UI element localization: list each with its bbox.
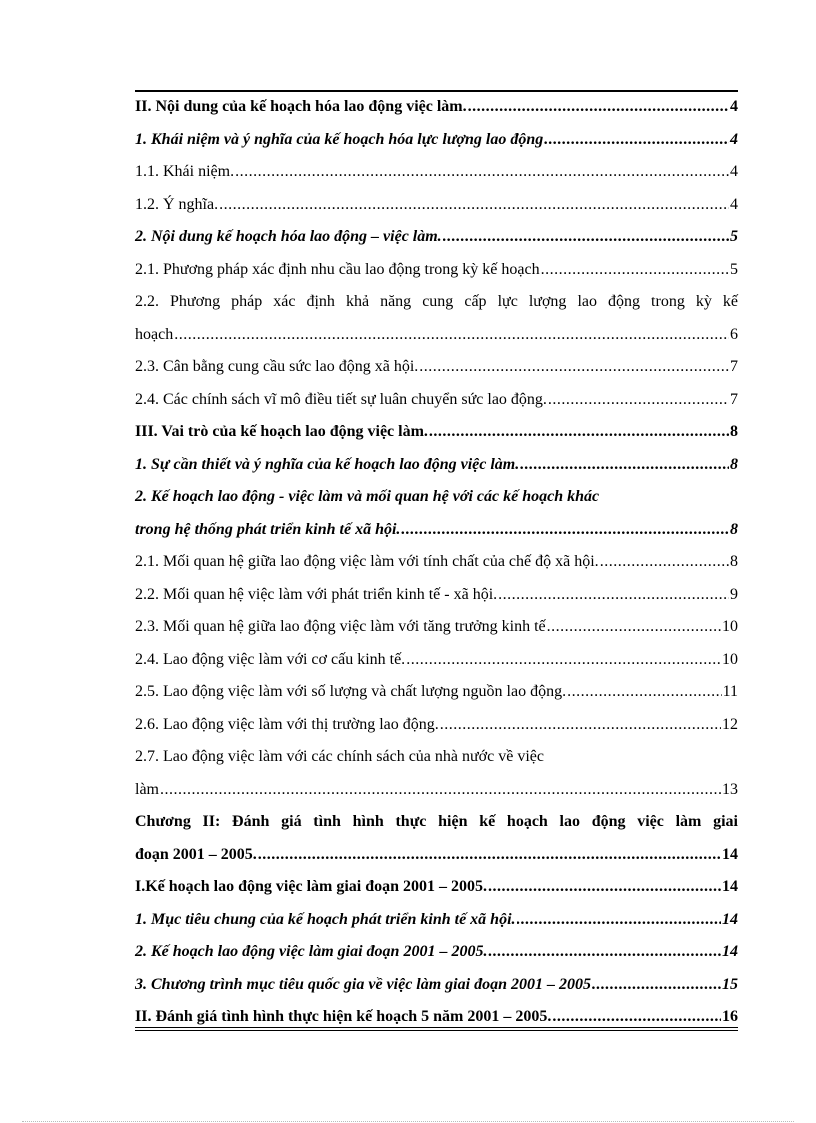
toc-leader	[544, 124, 729, 157]
toc-page-number: 11	[722, 683, 738, 700]
toc-entry[interactable]	[135, 579, 738, 612]
toc-entry-text: 2.6. Lao động việc làm với thị trường lao động.	[135, 715, 439, 733]
toc-entry-text: Chương II: Đánh giá tình hình thực hiện kế hoạch lao động việc làm giai	[135, 813, 738, 830]
toc-leader	[592, 969, 721, 1002]
toc-entry[interactable]	[135, 969, 738, 1002]
toc-entry-text: 2.3. Mối quan hệ giữa lao động việc làm với tăng trưởng kinh tế	[135, 618, 546, 635]
toc-leader	[401, 514, 729, 547]
toc-page-number: 10	[722, 618, 738, 635]
toc-leader	[488, 871, 721, 904]
toc-entry[interactable]	[135, 871, 738, 904]
toc-leader	[258, 839, 721, 872]
toc-page-number: 16	[722, 1008, 738, 1025]
toc-entry[interactable]	[135, 676, 738, 709]
page-footer-border	[22, 1121, 794, 1122]
toc-entry-first-line[interactable]	[135, 286, 738, 319]
toc-entry[interactable]	[135, 546, 738, 579]
toc-page-number: 4	[730, 98, 738, 115]
bottom-double-rule	[135, 1027, 738, 1031]
toc-leader	[567, 676, 721, 709]
toc-page-number: 14	[722, 910, 738, 928]
toc-entry-text: 2.1. Mối quan hệ giữa lao động việc làm với tính chất của chế độ xã hội.	[135, 553, 599, 570]
toc-entry-text: 2.2. Phương pháp xác định khả năng cung cấp lực lượng lao động trong kỳ kế	[135, 293, 738, 310]
toc-entry-text: III. Vai trò của kế hoạch lao động việc làm.	[135, 423, 428, 440]
toc-page-number: 4	[730, 195, 738, 213]
toc-leader	[488, 936, 721, 969]
toc-page-number: 14	[722, 943, 738, 960]
toc-leader	[548, 384, 729, 417]
toc-leader	[468, 91, 729, 124]
toc-leader	[498, 579, 729, 612]
toc-entry-text: đoạn 2001 – 2005.	[135, 845, 257, 863]
toc-entry-text: 1.1. Khái niệm.	[135, 163, 235, 180]
toc-page-number: 8	[730, 455, 738, 473]
toc-entry[interactable]	[135, 254, 738, 287]
toc-page-number: 4	[730, 130, 738, 148]
toc-leader	[517, 904, 721, 937]
toc-entry-text: 2.1. Phương pháp xác định nhu cầu lao động trong kỳ kế hoạch	[135, 260, 540, 278]
toc-page-number: 7	[730, 390, 738, 408]
toc-page-number: 15	[722, 975, 738, 993]
toc-page-number: 9	[730, 585, 738, 603]
toc-page-number: 5	[730, 260, 738, 278]
toc-entry-text: trong hệ thống phát triển kinh tế xã hội.	[135, 520, 401, 538]
toc-entry-text: 2.7. Lao động việc làm với các chính sách của nhà nước về việc	[135, 748, 544, 765]
toc-entry[interactable]	[135, 611, 738, 644]
toc-entry-text: II. Đánh giá tình hình thực hiện kế hoạch 5 năm 2001 – 2005.	[135, 1008, 552, 1025]
toc-entry-continuation[interactable]	[135, 514, 738, 547]
toc-entry-continuation[interactable]	[135, 839, 738, 872]
toc-leader	[440, 709, 721, 742]
toc-entry-text: 2.4. Lao động việc làm với cơ cấu kinh tế.	[135, 650, 406, 668]
toc-leader	[235, 156, 729, 189]
toc-entry[interactable]	[135, 384, 738, 417]
toc-entry-continuation[interactable]	[135, 774, 738, 807]
toc-leader	[520, 449, 729, 482]
toc-entry-text: 1. Mục tiêu chung của kế hoạch phát triển kinh tế xã hội.	[135, 910, 516, 928]
toc-page-number: 6	[730, 325, 738, 343]
toc-page-number: 5	[730, 228, 738, 245]
toc-entry-text: 2.4. Các chính sách vĩ mô điều tiết sự luân chuyển sức lao động.	[135, 390, 547, 408]
toc-page-number: 8	[730, 423, 738, 440]
toc-page-number: 7	[730, 358, 738, 375]
toc-entry[interactable]	[135, 91, 738, 124]
toc-entry-text: I.Kế hoạch lao động việc làm giai đoạn 2001 – 2005.	[135, 878, 488, 895]
toc-entry-text: hoạch	[135, 325, 174, 343]
table-of-contents	[135, 91, 738, 1034]
toc-entry-text: 2.5. Lao động việc làm với số lượng và chất lượng nguồn lao động.	[135, 683, 567, 700]
toc-leader	[406, 644, 721, 677]
toc-page-number: 10	[722, 650, 738, 668]
toc-entry-first-line[interactable]	[135, 481, 738, 514]
toc-entry[interactable]	[135, 124, 738, 157]
toc-page-number: 13	[722, 780, 738, 798]
toc-entry[interactable]	[135, 936, 738, 969]
toc-entry[interactable]	[135, 221, 738, 254]
toc-entry-text: 2. Nội dung kế hoạch hóa lao động – việc làm.	[135, 228, 442, 245]
toc-entry[interactable]	[135, 189, 738, 222]
toc-entry[interactable]	[135, 351, 738, 384]
toc-leader	[600, 546, 729, 579]
toc-leader	[419, 351, 729, 384]
toc-entry-text: làm	[135, 780, 159, 798]
toc-leader	[541, 254, 729, 287]
toc-leader	[219, 189, 729, 222]
toc-entry[interactable]	[135, 709, 738, 742]
toc-entry[interactable]	[135, 449, 738, 482]
toc-entry-text: 1.2. Ý nghĩa.	[135, 195, 219, 213]
toc-leader	[160, 774, 721, 807]
toc-entry-text: 2.2. Mối quan hệ việc làm với phát triển kinh tế - xã hội.	[135, 585, 498, 603]
toc-entry[interactable]	[135, 904, 738, 937]
toc-entry-text: 1. Khái niệm và ý nghĩa của kế hoạch hóa lực lượng lao động	[135, 130, 544, 148]
toc-entry-text: 3. Chương trình mục tiêu quốc gia về việc làm giai đoạn 2001 – 2005	[135, 975, 591, 993]
toc-entry[interactable]	[135, 416, 738, 449]
toc-page-number: 14	[722, 845, 738, 863]
toc-page-number: 8	[730, 520, 738, 538]
toc-entry-continuation[interactable]	[135, 319, 738, 352]
toc-entry-text: 2.3. Cân bằng cung cầu sức lao động xã hội.	[135, 358, 419, 375]
toc-leader	[443, 221, 729, 254]
toc-entry-text: 2. Kế hoạch lao động - việc làm và mối quan hệ với các kế hoạch khác	[135, 488, 600, 505]
toc-leader	[429, 416, 729, 449]
toc-page-number: 8	[730, 553, 738, 570]
toc-entry-text: II. Nội dung của kế hoạch hóa lao động việc làm.	[135, 98, 467, 115]
toc-page-number: 4	[730, 163, 738, 180]
toc-entry-first-line[interactable]	[135, 806, 738, 839]
toc-entry-text: 1. Sự cần thiết và ý nghĩa của kế hoạch lao động việc làm.	[135, 455, 520, 473]
toc-entry[interactable]	[135, 644, 738, 677]
toc-page-number: 14	[722, 878, 738, 895]
toc-leader	[174, 319, 729, 352]
toc-entry-text: 2. Kế hoạch lao động việc làm giai đoạn 2001 – 2005.	[135, 943, 488, 960]
toc-entry-first-line[interactable]	[135, 741, 738, 774]
toc-entry[interactable]	[135, 156, 738, 189]
toc-leader	[547, 611, 721, 644]
toc-page-number: 12	[722, 715, 738, 733]
